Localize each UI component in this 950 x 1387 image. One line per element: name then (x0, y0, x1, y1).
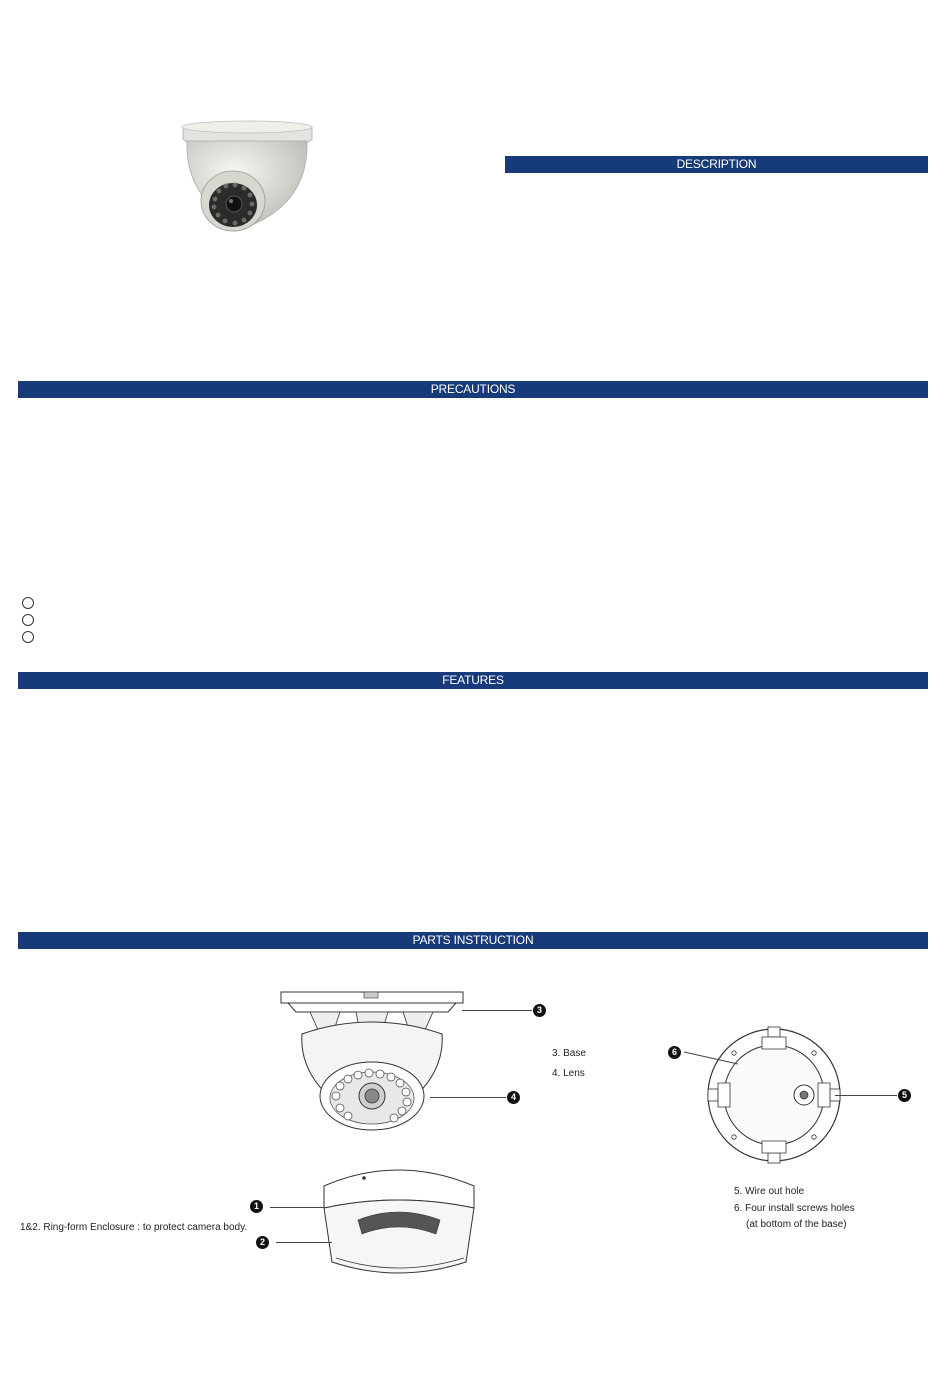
callout-2: 2 (256, 1236, 269, 1249)
leader-line (835, 1095, 897, 1096)
wire-hole-label: 5. Wire out hole (734, 1186, 805, 1197)
callout-1: 1 (250, 1200, 263, 1213)
leader-line (270, 1207, 326, 1208)
parts-instruction-header: PARTS INSTRUCTION (18, 932, 928, 949)
precautions-header: PRECAUTIONS (18, 381, 928, 398)
base-label: 3. Base (552, 1048, 586, 1059)
bullet-circle (22, 597, 34, 609)
callout-5: 5 (898, 1089, 911, 1102)
leader-line (682, 1050, 742, 1070)
features-header: FEATURES (18, 672, 928, 689)
base-bottom-view-diagram (704, 1025, 844, 1165)
callout-6: 6 (668, 1046, 681, 1059)
screw-holes-label: 6. Four install screws holes (734, 1203, 855, 1214)
leader-line (430, 1097, 506, 1098)
enclosure-label: 1&2. Ring-form Enclosure : to protect camera body. (20, 1222, 248, 1233)
camera-base-diagram (278, 988, 468, 1138)
description-header: DESCRIPTION (505, 156, 928, 173)
leader-line (462, 1010, 532, 1011)
lens-label: 4. Lens (552, 1068, 585, 1079)
bullet-circle (22, 614, 34, 626)
leader-line (276, 1242, 332, 1243)
bullet-circle (22, 631, 34, 643)
ring-enclosure-diagram (318, 1162, 480, 1282)
callout-3: 3 (533, 1004, 546, 1017)
screw-holes-sub-label: (at bottom of the base) (746, 1219, 847, 1230)
callout-4: 4 (507, 1091, 520, 1104)
dome-camera-photo (175, 115, 320, 240)
